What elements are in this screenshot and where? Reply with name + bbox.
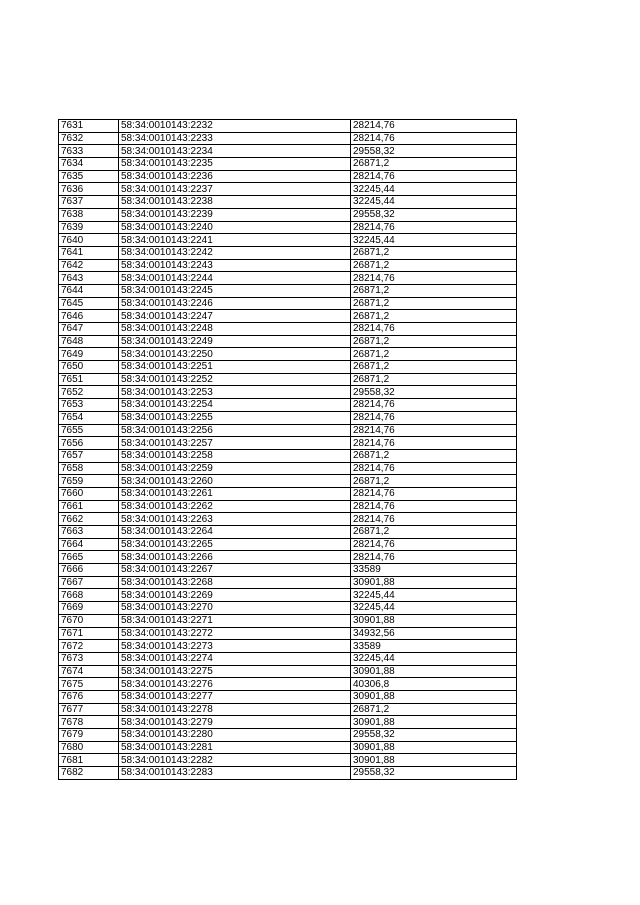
table-row <box>59 678 517 691</box>
value-cell: 26871,2 <box>351 335 517 348</box>
row-number-cell: 7654 <box>59 411 119 424</box>
value-cell: 30901,88 <box>351 754 517 767</box>
cadastral-number-cell: 58:34:0010143:2257 <box>119 437 351 450</box>
table-row <box>59 259 517 272</box>
row-number-cell: 7670 <box>59 614 119 627</box>
row-number-cell: 7659 <box>59 475 119 488</box>
row-number-cell: 7634 <box>59 158 119 171</box>
value-cell: 26871,2 <box>351 703 517 716</box>
cadastral-number-cell: 58:34:0010143:2232 <box>119 120 351 133</box>
row-number-cell: 7638 <box>59 208 119 221</box>
cadastral-number-cell: 58:34:0010143:2237 <box>119 183 351 196</box>
cadastral-number-cell: 58:34:0010143:2271 <box>119 614 351 627</box>
cadastral-number-cell: 58:34:0010143:2278 <box>119 703 351 716</box>
value-cell: 30901,88 <box>351 665 517 678</box>
cadastral-number-cell: 58:34:0010143:2259 <box>119 462 351 475</box>
table-row <box>59 627 517 640</box>
value-cell: 29558,32 <box>351 145 517 158</box>
value-cell: 32245,44 <box>351 602 517 615</box>
value-cell: 29558,32 <box>351 386 517 399</box>
value-cell: 26871,2 <box>351 297 517 310</box>
value-cell: 28214,76 <box>351 411 517 424</box>
row-number-cell: 7677 <box>59 703 119 716</box>
value-cell: 28214,76 <box>351 538 517 551</box>
row-number-cell: 7646 <box>59 310 119 323</box>
table-row <box>59 576 517 589</box>
cadastral-number-cell: 58:34:0010143:2268 <box>119 576 351 589</box>
table-row <box>59 500 517 513</box>
table-row <box>59 640 517 653</box>
row-number-cell: 7669 <box>59 602 119 615</box>
row-number-cell: 7644 <box>59 284 119 297</box>
table-row <box>59 386 517 399</box>
value-cell: 28214,76 <box>351 323 517 336</box>
cadastral-number-cell: 58:34:0010143:2254 <box>119 399 351 412</box>
value-cell: 32245,44 <box>351 234 517 247</box>
row-number-cell: 7632 <box>59 132 119 145</box>
value-cell: 33589 <box>351 564 517 577</box>
table-row <box>59 551 517 564</box>
value-cell: 26871,2 <box>351 475 517 488</box>
cadastral-number-cell: 58:34:0010143:2265 <box>119 538 351 551</box>
cadastral-number-cell: 58:34:0010143:2272 <box>119 627 351 640</box>
table-row <box>59 170 517 183</box>
row-number-cell: 7650 <box>59 361 119 374</box>
row-number-cell: 7631 <box>59 120 119 133</box>
value-cell: 32245,44 <box>351 589 517 602</box>
table-row <box>59 729 517 742</box>
cadastral-number-cell: 58:34:0010143:2256 <box>119 424 351 437</box>
row-number-cell: 7673 <box>59 652 119 665</box>
value-cell: 26871,2 <box>351 284 517 297</box>
cadastral-number-cell: 58:34:0010143:2260 <box>119 475 351 488</box>
value-cell: 26871,2 <box>351 348 517 361</box>
row-number-cell: 7656 <box>59 437 119 450</box>
cadastral-number-cell: 58:34:0010143:2244 <box>119 272 351 285</box>
table-row <box>59 183 517 196</box>
value-cell: 26871,2 <box>351 310 517 323</box>
value-cell: 32245,44 <box>351 652 517 665</box>
value-cell: 40306,8 <box>351 678 517 691</box>
cadastral-number-cell: 58:34:0010143:2239 <box>119 208 351 221</box>
table-row <box>59 246 517 259</box>
cadastral-number-cell: 58:34:0010143:2233 <box>119 132 351 145</box>
row-number-cell: 7672 <box>59 640 119 653</box>
cadastral-number-cell: 58:34:0010143:2282 <box>119 754 351 767</box>
value-cell: 30901,88 <box>351 576 517 589</box>
row-number-cell: 7664 <box>59 538 119 551</box>
row-number-cell: 7660 <box>59 487 119 500</box>
table-row <box>59 538 517 551</box>
value-cell: 26871,2 <box>351 158 517 171</box>
cadastral-number-cell: 58:34:0010143:2281 <box>119 741 351 754</box>
row-number-cell: 7665 <box>59 551 119 564</box>
row-number-cell: 7636 <box>59 183 119 196</box>
cadastral-number-cell: 58:34:0010143:2264 <box>119 526 351 539</box>
cadastral-number-cell: 58:34:0010143:2236 <box>119 170 351 183</box>
cadastral-number-cell: 58:34:0010143:2240 <box>119 221 351 234</box>
row-number-cell: 7651 <box>59 373 119 386</box>
row-number-cell: 7661 <box>59 500 119 513</box>
row-number-cell: 7680 <box>59 741 119 754</box>
cadastral-number-cell: 58:34:0010143:2251 <box>119 361 351 374</box>
value-cell: 28214,76 <box>351 272 517 285</box>
cadastral-number-cell: 58:34:0010143:2267 <box>119 564 351 577</box>
row-number-cell: 7648 <box>59 335 119 348</box>
cadastral-number-cell: 58:34:0010143:2266 <box>119 551 351 564</box>
cadastral-number-cell: 58:34:0010143:2275 <box>119 665 351 678</box>
table-row <box>59 323 517 336</box>
row-number-cell: 7674 <box>59 665 119 678</box>
table-row <box>59 690 517 703</box>
table-row <box>59 348 517 361</box>
row-number-cell: 7642 <box>59 259 119 272</box>
value-cell: 26871,2 <box>351 526 517 539</box>
value-cell: 32245,44 <box>351 196 517 209</box>
table-row <box>59 526 517 539</box>
value-cell: 26871,2 <box>351 373 517 386</box>
row-number-cell: 7668 <box>59 589 119 602</box>
table-row <box>59 462 517 475</box>
cadastral-number-cell: 58:34:0010143:2258 <box>119 449 351 462</box>
cadastral-number-cell: 58:34:0010143:2250 <box>119 348 351 361</box>
cadastral-number-cell: 58:34:0010143:2270 <box>119 602 351 615</box>
value-cell: 32245,44 <box>351 183 517 196</box>
table-row <box>59 602 517 615</box>
row-number-cell: 7645 <box>59 297 119 310</box>
table-row <box>59 361 517 374</box>
table-row <box>59 132 517 145</box>
table-row <box>59 589 517 602</box>
cadastral-number-cell: 58:34:0010143:2277 <box>119 690 351 703</box>
cadastral-number-cell: 58:34:0010143:2241 <box>119 234 351 247</box>
cadastral-number-cell: 58:34:0010143:2276 <box>119 678 351 691</box>
table-row <box>59 652 517 665</box>
row-number-cell: 7647 <box>59 323 119 336</box>
cadastral-number-cell: 58:34:0010143:2253 <box>119 386 351 399</box>
table-row <box>59 297 517 310</box>
value-cell: 28214,76 <box>351 170 517 183</box>
value-cell: 26871,2 <box>351 361 517 374</box>
table-row <box>59 208 517 221</box>
table-row <box>59 284 517 297</box>
value-cell: 34932,56 <box>351 627 517 640</box>
cadastral-number-cell: 58:34:0010143:2238 <box>119 196 351 209</box>
table-row <box>59 335 517 348</box>
table-row <box>59 221 517 234</box>
table-row <box>59 475 517 488</box>
value-cell: 28214,76 <box>351 551 517 564</box>
table-row <box>59 145 517 158</box>
cadastral-number-cell: 58:34:0010143:2283 <box>119 767 351 780</box>
cadastral-number-cell: 58:34:0010143:2255 <box>119 411 351 424</box>
cadastral-number-cell: 58:34:0010143:2242 <box>119 246 351 259</box>
table-row <box>59 158 517 171</box>
cadastral-number-cell: 58:34:0010143:2245 <box>119 284 351 297</box>
row-number-cell: 7649 <box>59 348 119 361</box>
row-number-cell: 7639 <box>59 221 119 234</box>
row-number-cell: 7633 <box>59 145 119 158</box>
cadastral-number-cell: 58:34:0010143:2246 <box>119 297 351 310</box>
row-number-cell: 7675 <box>59 678 119 691</box>
table-row <box>59 449 517 462</box>
value-cell: 28214,76 <box>351 399 517 412</box>
value-cell: 29558,32 <box>351 729 517 742</box>
table-row <box>59 614 517 627</box>
value-cell: 26871,2 <box>351 246 517 259</box>
table-row <box>59 716 517 729</box>
row-number-cell: 7663 <box>59 526 119 539</box>
cadastral-number-cell: 58:34:0010143:2262 <box>119 500 351 513</box>
row-number-cell: 7641 <box>59 246 119 259</box>
table-row <box>59 196 517 209</box>
table-row <box>59 272 517 285</box>
table-row <box>59 424 517 437</box>
cadastral-number-cell: 58:34:0010143:2279 <box>119 716 351 729</box>
cadastral-number-cell: 58:34:0010143:2243 <box>119 259 351 272</box>
cadastral-number-cell: 58:34:0010143:2248 <box>119 323 351 336</box>
cadastral-number-cell: 58:34:0010143:2247 <box>119 310 351 323</box>
value-cell: 28214,76 <box>351 424 517 437</box>
value-cell: 28214,76 <box>351 437 517 450</box>
table-row <box>59 437 517 450</box>
row-number-cell: 7635 <box>59 170 119 183</box>
value-cell: 30901,88 <box>351 741 517 754</box>
value-cell: 26871,2 <box>351 259 517 272</box>
row-number-cell: 7662 <box>59 513 119 526</box>
table-row <box>59 767 517 780</box>
cadastral-number-cell: 58:34:0010143:2249 <box>119 335 351 348</box>
row-number-cell: 7667 <box>59 576 119 589</box>
value-cell: 30901,88 <box>351 716 517 729</box>
row-number-cell: 7671 <box>59 627 119 640</box>
table-row <box>59 703 517 716</box>
row-number-cell: 7681 <box>59 754 119 767</box>
cadastral-value-table <box>58 119 517 780</box>
row-number-cell: 7653 <box>59 399 119 412</box>
row-number-cell: 7666 <box>59 564 119 577</box>
value-cell: 28214,76 <box>351 500 517 513</box>
table-row <box>59 310 517 323</box>
row-number-cell: 7640 <box>59 234 119 247</box>
value-cell: 30901,88 <box>351 690 517 703</box>
value-cell: 28214,76 <box>351 132 517 145</box>
value-cell: 28214,76 <box>351 462 517 475</box>
value-cell: 28214,76 <box>351 221 517 234</box>
row-number-cell: 7658 <box>59 462 119 475</box>
value-cell: 26871,2 <box>351 449 517 462</box>
value-cell: 33589 <box>351 640 517 653</box>
table-row <box>59 665 517 678</box>
row-number-cell: 7657 <box>59 449 119 462</box>
row-number-cell: 7678 <box>59 716 119 729</box>
row-number-cell: 7643 <box>59 272 119 285</box>
row-number-cell: 7676 <box>59 690 119 703</box>
table-row <box>59 754 517 767</box>
value-cell: 29558,32 <box>351 208 517 221</box>
row-number-cell: 7637 <box>59 196 119 209</box>
cadastral-number-cell: 58:34:0010143:2234 <box>119 145 351 158</box>
table-row <box>59 234 517 247</box>
row-number-cell: 7682 <box>59 767 119 780</box>
value-cell: 28214,76 <box>351 120 517 133</box>
value-cell: 29558,32 <box>351 767 517 780</box>
value-cell: 28214,76 <box>351 513 517 526</box>
table-row <box>59 399 517 412</box>
cadastral-number-cell: 58:34:0010143:2235 <box>119 158 351 171</box>
cadastral-number-cell: 58:34:0010143:2263 <box>119 513 351 526</box>
cadastral-number-cell: 58:34:0010143:2280 <box>119 729 351 742</box>
row-number-cell: 7679 <box>59 729 119 742</box>
cadastral-number-cell: 58:34:0010143:2252 <box>119 373 351 386</box>
cadastral-number-cell: 58:34:0010143:2273 <box>119 640 351 653</box>
value-cell: 28214,76 <box>351 487 517 500</box>
cadastral-number-cell: 58:34:0010143:2274 <box>119 652 351 665</box>
cadastral-number-cell: 58:34:0010143:2269 <box>119 589 351 602</box>
cadastral-number-cell: 58:34:0010143:2261 <box>119 487 351 500</box>
table-row <box>59 741 517 754</box>
table-row <box>59 373 517 386</box>
table-row <box>59 411 517 424</box>
table-row <box>59 487 517 500</box>
row-number-cell: 7652 <box>59 386 119 399</box>
table-row <box>59 564 517 577</box>
table-row <box>59 120 517 133</box>
table-row <box>59 513 517 526</box>
value-cell: 30901,88 <box>351 614 517 627</box>
table-body <box>59 120 517 780</box>
row-number-cell: 7655 <box>59 424 119 437</box>
